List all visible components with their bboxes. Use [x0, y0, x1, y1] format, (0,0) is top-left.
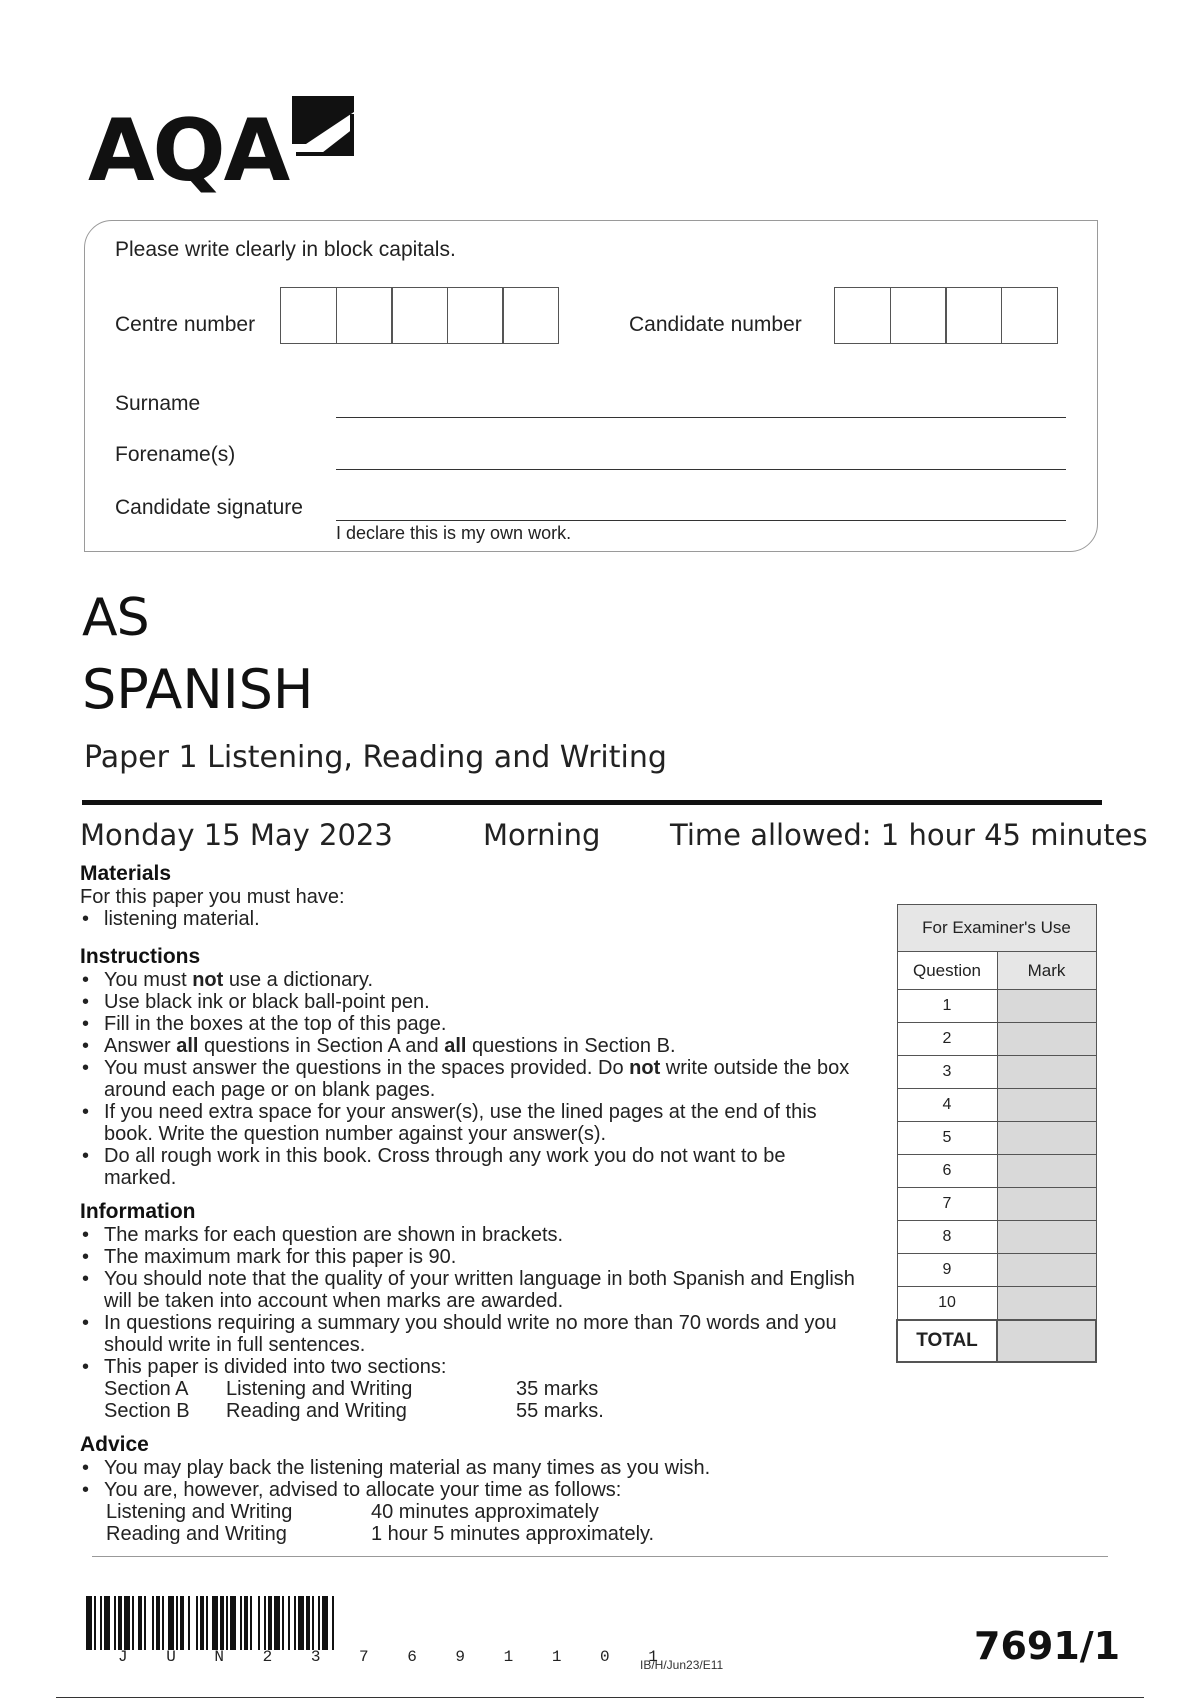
- barcode-bar: [144, 1596, 146, 1650]
- instructions-section: [80, 945, 860, 1189]
- time-allowed: Time allowed: 1 hour 45 minutes: [670, 818, 1148, 852]
- centre-number-digit-box[interactable]: [447, 287, 504, 344]
- instruction-item: • Do all rough work in this book. Cross through any work you do not want to be marked.: [80, 1145, 860, 1189]
- barcode-bar: [268, 1596, 272, 1650]
- information-item: • The maximum mark for this paper is 90.: [80, 1246, 860, 1268]
- advice-section: [80, 1433, 860, 1545]
- examiner-row: [897, 1089, 1096, 1122]
- barcode-bar: [230, 1596, 236, 1650]
- barcode-bar: [156, 1596, 160, 1650]
- mark-cell[interactable]: [997, 1254, 1096, 1287]
- paper-title: Paper 1 Listening, Reading and Writing: [84, 740, 667, 775]
- mark-cell[interactable]: [997, 990, 1096, 1023]
- surname-field[interactable]: [336, 417, 1066, 418]
- barcode-bar: [188, 1596, 190, 1650]
- instruction-item: • Answer all questions in Section A and all questions in Section B.: [80, 1035, 860, 1057]
- barcode-bar: [162, 1596, 164, 1650]
- barcode-bar: [332, 1596, 334, 1650]
- examiner-row: [897, 1155, 1096, 1188]
- barcode-bar: [226, 1596, 228, 1650]
- instruction-item: • You must not use a dictionary.: [80, 969, 860, 991]
- section-marks: 35 marks: [516, 1378, 599, 1400]
- question-number-cell: 9: [897, 1254, 997, 1287]
- signature-field[interactable]: [336, 520, 1066, 521]
- instruction-item: • Use black ink or black ball-point pen.: [80, 991, 860, 1013]
- advice-item: • You may play back the listening material as many times as you wish.: [80, 1457, 860, 1479]
- barcode-bar: [206, 1596, 208, 1650]
- barcode-bar: [294, 1596, 296, 1650]
- forenames-label: Forename(s): [115, 443, 236, 466]
- barcode-bar: [152, 1596, 154, 1650]
- instruction-item: • You must answer the questions in the spaces provided. Do not write outside the box around each page or on blank pages.: [80, 1057, 860, 1101]
- logo-mark-icon: [288, 92, 358, 160]
- declaration-text: I declare this is my own work.: [336, 523, 572, 543]
- barcode-bar: [288, 1596, 290, 1650]
- time-allocation-time: 1 hour 5 minutes approximately.: [371, 1523, 655, 1545]
- information-section: [80, 1200, 860, 1422]
- examiner-row: [897, 1254, 1096, 1287]
- barcode-bar: [168, 1596, 174, 1650]
- barcode-bar: [200, 1596, 204, 1650]
- exam-date: Monday 15 May 2023: [80, 818, 393, 852]
- question-number-cell: 3: [897, 1056, 997, 1089]
- question-number-cell: 7: [897, 1188, 997, 1221]
- examiner-row: [897, 1221, 1096, 1254]
- question-number-cell: 6: [897, 1155, 997, 1188]
- signature-label: Candidate signature: [115, 496, 303, 519]
- candidate-number-digit-box[interactable]: [1001, 287, 1058, 344]
- centre-number-digit-box[interactable]: [336, 287, 393, 344]
- mark-cell[interactable]: [997, 1188, 1096, 1221]
- barcode-bar: [124, 1596, 130, 1650]
- barcode-bar: [94, 1596, 96, 1650]
- block-capitals-instruction: Please write clearly in block capitals.: [115, 238, 456, 261]
- barcode-bar: [104, 1596, 110, 1650]
- section-name: Section A: [104, 1378, 189, 1400]
- subject-title: SPANISH: [82, 658, 314, 721]
- barcode-bar: [250, 1596, 252, 1650]
- title-divider: [82, 800, 1102, 805]
- section-desc: Reading and Writing: [226, 1400, 407, 1422]
- time-allocation-time: 40 minutes approximately: [371, 1501, 599, 1523]
- question-column-header: Question: [897, 952, 997, 990]
- question-number-cell: 2: [897, 1023, 997, 1056]
- instruction-item: • Fill in the boxes at the top of this page.: [80, 1013, 860, 1035]
- section-marks: 55 marks.: [516, 1400, 604, 1422]
- information-item: • The marks for each question are shown in brackets.: [80, 1224, 860, 1246]
- materials-section: [80, 862, 860, 930]
- barcode: [86, 1596, 472, 1650]
- page-bottom-border: [56, 1697, 1144, 1698]
- logo-text: AQA: [88, 101, 289, 201]
- barcode-bar: [264, 1596, 266, 1650]
- information-heading: Information: [80, 1200, 196, 1223]
- paper-code: 7691/1: [974, 1624, 1121, 1668]
- surname-label: Surname: [115, 392, 201, 415]
- aqa-logo: [88, 80, 358, 200]
- centre-number-label: Centre number: [115, 313, 256, 336]
- candidate-number-digit-box[interactable]: [834, 287, 891, 344]
- barcode-bar: [244, 1596, 248, 1650]
- section-row: [104, 1400, 604, 1422]
- barcode-bar: [132, 1596, 134, 1650]
- examiner-row: [897, 1056, 1096, 1089]
- barcode-bar: [138, 1596, 142, 1650]
- exam-session: Morning: [483, 818, 601, 852]
- barcode-bar: [282, 1596, 284, 1650]
- candidate-number-label: Candidate number: [629, 313, 802, 336]
- forenames-field[interactable]: [336, 469, 1066, 470]
- barcode-bar: [180, 1596, 184, 1650]
- centre-number-digit-box[interactable]: [502, 287, 559, 344]
- time-allocation-row: [106, 1501, 654, 1523]
- barcode-bar: [258, 1596, 260, 1650]
- barcode-bar: [274, 1596, 280, 1650]
- barcode-bar: [114, 1596, 116, 1650]
- centre-number-digit-box[interactable]: [280, 287, 337, 344]
- barcode-bar: [306, 1596, 310, 1650]
- barcode-bar: [322, 1596, 328, 1650]
- question-number-cell: 4: [897, 1089, 997, 1122]
- centre-number-digit-box[interactable]: [391, 287, 448, 344]
- barcode-digits: J U N 2 3 7 6 9 1 1 0 1: [118, 1648, 673, 1666]
- advice-heading: Advice: [80, 1433, 149, 1456]
- time-allocation-part: Reading and Writing: [106, 1523, 287, 1545]
- barcode-bar: [196, 1596, 198, 1650]
- section-name: Section B: [104, 1400, 190, 1422]
- materials-item: • listening material.: [80, 908, 860, 930]
- barcode-bar: [298, 1596, 304, 1650]
- barcode-bar: [240, 1596, 242, 1650]
- advice-item: • You are, however, advised to allocate your time as follows:: [80, 1479, 860, 1501]
- mark-cell[interactable]: [997, 1287, 1096, 1320]
- footer-divider: [92, 1556, 1108, 1557]
- centre-number-field[interactable]: [280, 287, 559, 344]
- total-label: TOTAL: [897, 1320, 997, 1362]
- examiners-use-table: [896, 904, 1097, 1363]
- information-item: • In questions requiring a summary you should write no more than 70 words and you should write in full sentences.: [80, 1312, 860, 1356]
- mark-cell[interactable]: [997, 1089, 1096, 1122]
- mark-column-header: Mark: [997, 952, 1096, 990]
- paper-reference: IB/H/Jun23/E11: [640, 1658, 724, 1672]
- barcode-bar: [212, 1596, 218, 1650]
- time-allocation-part: Listening and Writing: [106, 1501, 293, 1523]
- candidate-number-field[interactable]: [834, 287, 1058, 344]
- barcode-bar: [220, 1596, 224, 1650]
- mark-cell[interactable]: [997, 1122, 1096, 1155]
- qualification-level: AS: [82, 588, 149, 648]
- barcode-bar: [318, 1596, 320, 1650]
- question-number-cell: 8: [897, 1221, 997, 1254]
- candidate-number-digit-box[interactable]: [890, 287, 947, 344]
- instruction-item: • If you need extra space for your answer(s), use the lined pages at the end of this book. Write the question number against your answer(s).: [80, 1101, 860, 1145]
- examiner-row: [897, 1287, 1096, 1320]
- question-number-cell: 5: [897, 1122, 997, 1155]
- information-item: • You should note that the quality of your written language in both Spanish and English will be taken into account when marks are awarded.: [80, 1268, 860, 1312]
- mark-cell[interactable]: [997, 1056, 1096, 1089]
- mark-cell[interactable]: [997, 1023, 1096, 1056]
- mark-cell[interactable]: [997, 1155, 1096, 1188]
- question-number-cell: 10: [897, 1287, 997, 1320]
- total-mark-cell[interactable]: [997, 1320, 1096, 1362]
- section-desc: Listening and Writing: [226, 1378, 413, 1400]
- time-allocation-row: [106, 1523, 654, 1545]
- barcode-bar: [118, 1596, 122, 1650]
- information-item: • This paper is divided into two sections:: [80, 1356, 860, 1378]
- barcode-bar: [86, 1596, 92, 1650]
- examiners-use-title: For Examiner's Use: [897, 905, 1096, 952]
- sections-table: [104, 1378, 604, 1422]
- examiner-row: [897, 1122, 1096, 1155]
- examiner-row: [897, 990, 1096, 1023]
- barcode-bar: [100, 1596, 102, 1650]
- instructions-heading: Instructions: [80, 945, 201, 968]
- examiner-row: [897, 1188, 1096, 1221]
- barcode-bar: [176, 1596, 178, 1650]
- section-row: [104, 1378, 604, 1400]
- question-number-cell: 1: [897, 990, 997, 1023]
- barcode-bar: [312, 1596, 314, 1650]
- materials-intro: For this paper you must have:: [80, 886, 345, 908]
- candidate-number-digit-box[interactable]: [945, 287, 1002, 344]
- time-allocation-table: [106, 1501, 654, 1545]
- mark-cell[interactable]: [997, 1221, 1096, 1254]
- examiner-row: [897, 1023, 1096, 1056]
- materials-heading: Materials: [80, 862, 172, 885]
